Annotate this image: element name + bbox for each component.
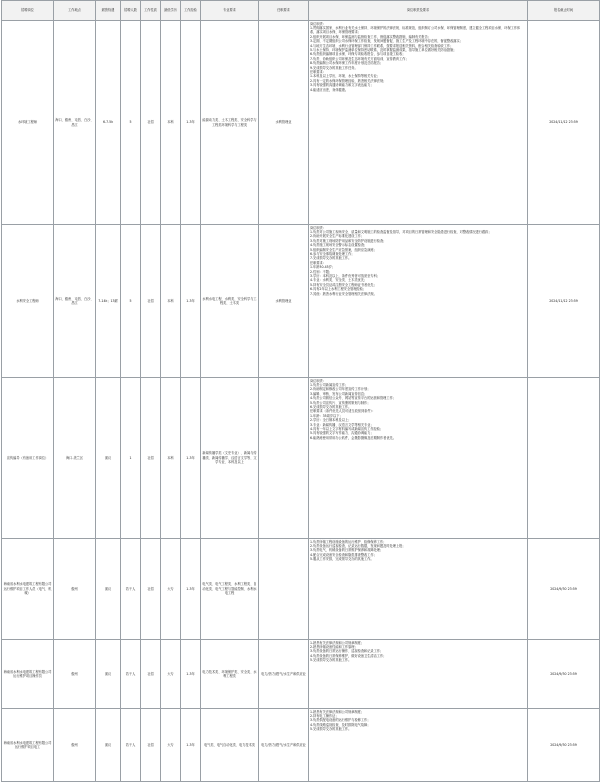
duty-line: 9.完成领导交办的其他工作任务。 [310,65,358,70]
cell-education: 大专 [161,709,181,782]
cell-education: 大专 [161,640,181,709]
cell-location: 海口、儋州、屯昌、白沙、昌江 [54,21,96,225]
cell-deadline [528,378,600,539]
cell-post: 海南省水利水电建筑工程有限公司运行维护项目工作人员（电气、机械） [2,539,54,640]
header-major: 专业要求 [201,1,259,21]
duty-line: 3.专业：新闻传播、汉语言文学等相关专业； [310,422,374,427]
duty-line: 1.本科及以上学历，环境、水土保持等相关专业； [310,74,380,79]
cell-location: 儋州 [54,640,96,709]
duty-line: 7.其他：熟悉水利行业安全管理相关法律法规。 [310,291,377,296]
duty-line: 2.性别：不限； [310,269,333,274]
table-row [2,640,600,709]
header-deadline: 报名截止时间 [528,1,600,21]
duty-line: 5.具有较强的文字写作能力、沟通协调能力； [310,431,374,436]
cell-nature: 社招 [141,225,161,378]
cell-location: 海口-美兰区 [54,378,96,539]
cell-location: 海口、儋州、屯昌、白沙、昌江 [54,225,96,378]
duty-line: 岗位职责： [310,21,326,26]
duty-line: 2.学历：全日制本科及以上； [310,418,352,423]
cell-deadline: 2024/11/12 23:59 [528,21,600,225]
duty-line: 2.负责设备运行巡视检查，记录运行数据，发现问题及时处理上报； [310,543,406,548]
cell-salary: 面议 [96,378,121,539]
cell-experience: 1-3年 [181,21,201,225]
cell-experience: 1-3年 [181,378,201,539]
cell-experience: 1-3年 [181,539,201,640]
duty-line: 5.负责公司宣传片、宣传册的策划与制作； [310,400,371,405]
duty-line: 4.负责线路巡视检查，及时排除电气故障； [310,722,371,727]
duty-line: 2.具有一定的水保环保管理经验，熟悉相关法律法规； [310,78,387,83]
duty-line: 任职要求： [310,69,326,74]
cell-deadline: 2024/11/12 23:59 [528,225,600,378]
duty-line: 2.熟悉所辖设备性能和工作原理； [310,644,358,649]
cell-duties [309,709,528,782]
duty-line: 4.专业：水利类、安全类、土木类优先； [310,278,368,283]
duty-line: 5.完成领导交办的其他工作。 [310,658,352,663]
cell-count: 若干人 [121,539,141,640]
table-header-row [2,1,600,21]
cell-education: 本科 [161,225,181,378]
cell-count: 5 [121,225,141,378]
duty-line: 岗位职责： [310,378,326,383]
cell-requirement [259,539,309,640]
duty-line: 2.组织开展项目水保、环保监测与监督检查工作，督促落实整改措施，编制有关报告； [310,34,431,39]
duty-line: 7.完成领导交办的其他工作。 [310,256,352,261]
cell-education: 本科 [161,378,181,539]
duty-line: 1.年龄：35周岁以下； [310,413,343,418]
cell-post: 宣传编导（有备用工作岗位） [2,378,54,539]
table-row [2,21,600,225]
duty-line: 5.组织编制安全生产应急预案，组织应急演练； [310,247,377,252]
cell-requirement [259,378,309,539]
duty-line: 4.能适应出差，身体健康。 [310,87,349,92]
duty-line: 3.学历：本科及以上，条件优秀者可放宽至专科； [310,273,380,278]
cell-post: 海南省水利水电建筑工程有限公司运行维护项目操作员 [2,640,54,709]
cell-location: 儋州 [54,539,96,640]
cell-major: 电气类、电气工程类、水利工程类、自动化类、电气工程与智能控制、水利水电工程 [201,539,259,640]
duty-line: 6.完成领导交办的其他工作。 [310,404,352,409]
duty-line: 1.贯彻落实国家、水利行业有关水土保持、环境保护的法律法规、标准规范，组织制订公司水保、环保管理制度，建立健全工程项目水保、环保工作体系，落实项目水保、环保管理要求； [310,25,521,35]
duty-line: 5.服从工作安排，完成领导交办的其他工作。 [310,557,374,562]
header-experience: 工作经验 [181,1,201,21]
cell-duties [309,640,528,709]
cell-education: 本科 [161,21,181,225]
duty-line: 3.编辑、审核、发布公司新闻宣传信息； [310,391,368,396]
duty-line: 5.完成领导交办的其他工作。 [310,727,352,732]
table-row [2,378,600,539]
cell-salary: 面议 [96,640,121,709]
duty-line: 1.负责所辖工程设施设备的运行维护、检修保养工作； [310,539,387,544]
cell-requirement: 水利管理业 [259,225,309,378]
cell-salary: 7-14k；13薪 [96,225,121,378]
duty-line: 2.持有电工操作证； [310,713,339,718]
cell-post: 水利安全工程师 [2,225,54,378]
duty-line: 任职要求： [310,260,326,265]
duty-line: 岗位职责： [310,225,326,230]
cell-duties [309,21,528,225]
cell-requirement: 电力/热力/燃气/水生产和供应业 [259,709,309,782]
cell-count: 若干人 [121,709,141,782]
cell-experience: 1-3年 [181,709,201,782]
cell-duties [309,378,528,539]
cell-post: 海南省水利水电建筑工程有限公司运行维护项目电工 [2,709,54,782]
cell-post: 水环境工程师 [2,21,54,225]
cell-major: 电气类、电气自动化类、电力技术类 [201,709,259,782]
cell-deadline: 2024/9/30 23:59 [528,709,600,782]
table-row [2,225,600,378]
cell-duties [309,225,528,378]
duty-line: 3.负责电气、机械设备的日常维护保养和故障处理； [310,548,384,553]
duty-line: 2.协助开展安全生产标准化建设工作； [310,234,365,239]
duty-line: 任职要求（条件优先人员可适当放宽到条件）： [310,409,376,414]
duty-line: 6.负责组织编制项目水保、环保专项验收报告，参与项目竣工验收； [310,52,406,57]
duty-line: 6.能熟练使用常用办公软件，会摄影摄像及后期制作者优先。 [310,435,396,440]
duty-line: 1.负责对公司施工现场安全、质量和文明施工的检查监督及指导，对项目的日常管理和安全隐患进行检查，对整改情况进行跟踪； [310,229,492,234]
cell-duties [309,539,528,640]
duty-line: 1.负责公司新闻宣传工作； [310,382,349,387]
duty-line: 3.负责对施工现场防护用品和安全防护设施进行检查； [310,238,387,243]
header-location: 工作地点 [54,1,96,21]
cell-nature: 社招 [141,378,161,539]
cell-nature: 社招 [141,539,161,640]
duty-line: 5.与水土保持、环境保护监测单位保持密切联系，及时掌握监测成果，指导施工单位做好相关防治措施； [310,47,457,52]
cell-deadline: 2024/9/30 23:59 [528,640,600,709]
header-requirement: 任职要求 [259,1,309,21]
duty-line: 5.持有安全员证或注册安全工程师证书者优先； [310,282,377,287]
header-post: 招聘岗位 [2,1,54,21]
header-count: 招聘人数 [121,1,141,21]
duty-line: 1.熟悉有关法律法规和公司规章制度； [310,640,365,645]
cell-education: 大专 [161,539,181,640]
cell-major: 能源动力类、土木工程类、安全科学与工程类环境科学与工程类 [201,21,259,225]
cell-experience: 1-3年 [181,225,201,378]
duty-line: 1.熟悉有关法律法规和公司规章制度； [310,709,365,714]
job-table [1,0,600,782]
duty-line: 4.负责设备的日常保养维护，做好设备卫生清洁工作； [310,653,387,658]
cell-salary: 6-7.5k [96,21,121,225]
header-salary: 薪资待遇 [96,1,121,21]
cell-nature: 社招 [141,640,161,709]
duty-line: 6.参与安全事故调查处理工作； [310,251,355,256]
duty-line: 2.协助制定和修改公司年度宣传工作计划； [310,387,371,392]
cell-count: 1 [121,378,141,539]
duty-line: 4.与地方生态环境、水利行业管理部门保持工作联系，按要求报送相关资料，配合相关检查验收工作； [310,43,454,48]
cell-major: 新闻传播学类（文史专业）、新闻与传播类、新闻传播学、汉语言文学等、文学专业、本科及以上 [201,378,259,539]
table-row [2,709,600,782]
table-row [2,539,600,640]
duty-line: 7.负责、协助组织公司环保及生态环境有关方面培训、宣传教育工作； [310,56,409,61]
header-nature: 工作性质 [141,1,161,21]
cell-experience: 1-3年 [181,640,201,709]
duty-line: 4.配合完成设备安全检查和隐患排查整改工作； [310,552,377,557]
duty-line: 8.负责编制公司水保环保工作年度计划及总结报告； [310,61,384,66]
cell-nature: 社招 [141,21,161,225]
header-education: 最低学历 [161,1,181,21]
cell-salary: 面议 [96,539,121,640]
duty-line: 3.定期、不定期组织公司水保环保工作检查，发现问题督促、施工生产及工程环境中存在的，督促整改落实； [310,39,463,44]
duty-line: 4.负责施工现场安全警示标志设置检查； [310,243,368,248]
cell-major: 电力技术类、环境保护类、安全类、水利工程类 [201,640,259,709]
cell-salary: 面议 [96,709,121,782]
cell-count: 5 [121,21,141,225]
duty-line: 6.具有2年以上水利工程安全管理经验； [310,287,367,292]
duty-line: 3.负责设备的日常运行操作、巡视检查和记录工作； [310,649,384,654]
duty-line: 3.具有较强的沟通协调能力和文字表达能力； [310,83,374,88]
header-duties: 岗位职责及要求 [309,1,528,21]
duty-line: 4.负责公司微信公众号、网站等宣传平台的运营和管理工作； [310,396,396,401]
cell-requirement: 水利管理业 [259,21,309,225]
cell-requirement: 电力/热力/燃气/水生产和供应业 [259,640,309,709]
duty-line: 1.年龄30-45岁； [310,265,336,270]
cell-nature: 社招 [141,709,161,782]
cell-major: 水利水电工程、水利类、安全科学与工程类、土木类 [201,225,259,378]
cell-location: 儋州 [54,709,96,782]
duty-line: 4.具有一年以上文字材料编写或新闻宣传工作经验； [310,426,384,431]
cell-deadline: 2024/9/30 23:59 [528,539,600,640]
cell-count: 若干人 [121,640,141,709]
duty-line: 3.负责供配电设备的运行维护与检修工作； [310,718,371,723]
